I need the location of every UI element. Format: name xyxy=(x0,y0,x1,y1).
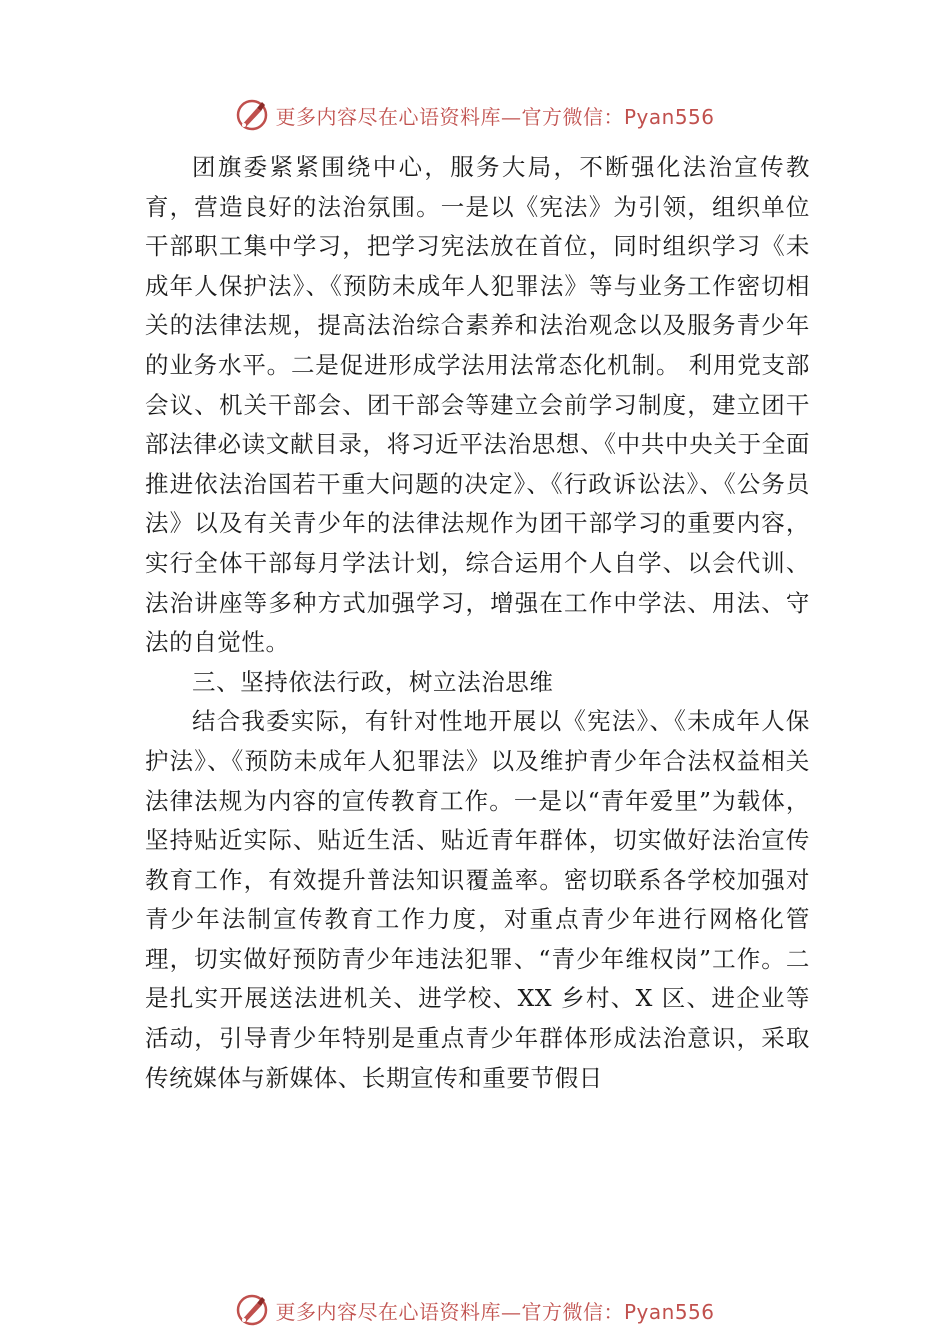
pen-logo-icon xyxy=(235,1293,269,1327)
document-body xyxy=(145,148,810,1098)
footer-watermark-banner xyxy=(0,1290,950,1330)
banner-text: 更多内容尽在心语资料库—官方微信： xyxy=(275,1299,624,1324)
section-heading: 三、坚持依法行政，树立法治思维 xyxy=(192,667,554,696)
pen-logo-icon xyxy=(235,98,269,132)
banner-text: 更多内容尽在心语资料库—官方微信： xyxy=(275,104,624,129)
wechat-id: Pyan556 xyxy=(623,1299,715,1324)
body-paragraph: 团旗委紧紧围绕中心，服务大局，不断强化法治宣传教育，营造良好的法治氛围。一是以《宪法》为引领，组织单位干部职工集中学习，把学习宪法放在首位，同时组织学习《未成年人保护法》、《预防未成年人犯罪法》等与业务工作密切相关的法律法规，提高法治综合素养和法治观念以及服务青少年的业务水平。二是促进形成学法用法常态化机制。 利用党支部会议、机关干部会、团干部会等建立会前学习制度，建立团干部法律必读文献目录，将习近平法治思想、《中共中央关于全面推进依法治国若干重大问题的决定》、《行政诉讼法》、《公务员法》以及有关青少年的法律法规作为团干部学习的重要内容，实行全体干部每月学法计划，综合运用个人自学、以会代训、法治讲座等多种方式加强学习，增强在工作中学法、用法、守法的自觉性。 xyxy=(145,153,810,657)
wechat-id: Pyan556 xyxy=(623,104,715,129)
header-watermark-banner xyxy=(0,95,950,135)
body-paragraph: 结合我委实际，有针对性地开展以《宪法》、《未成年人保护法》、《预防未成年人犯罪法》以及维护青少年合法权益相关法律法规为内容的宣传教育工作。一是以“青年爱里”为载体，坚持贴近实际、贴近生活、贴近青年群体，切实做好法治宣传教育工作，有效提升普法知识覆盖率。密切联系各学校加强对青少年法制宣传教育工作力度，对重点青少年进行网格化管理，切实做好预防青少年违法犯罪、“青少年维权岗”工作。二是扎实开展送法进机关、进学校、XX 乡村、X 区、进企业等活动，引导青少年特别是重点青少年群体形成法治意识，采取传统媒体与新媒体、长期宣传和重要节假日 xyxy=(145,707,810,1092)
